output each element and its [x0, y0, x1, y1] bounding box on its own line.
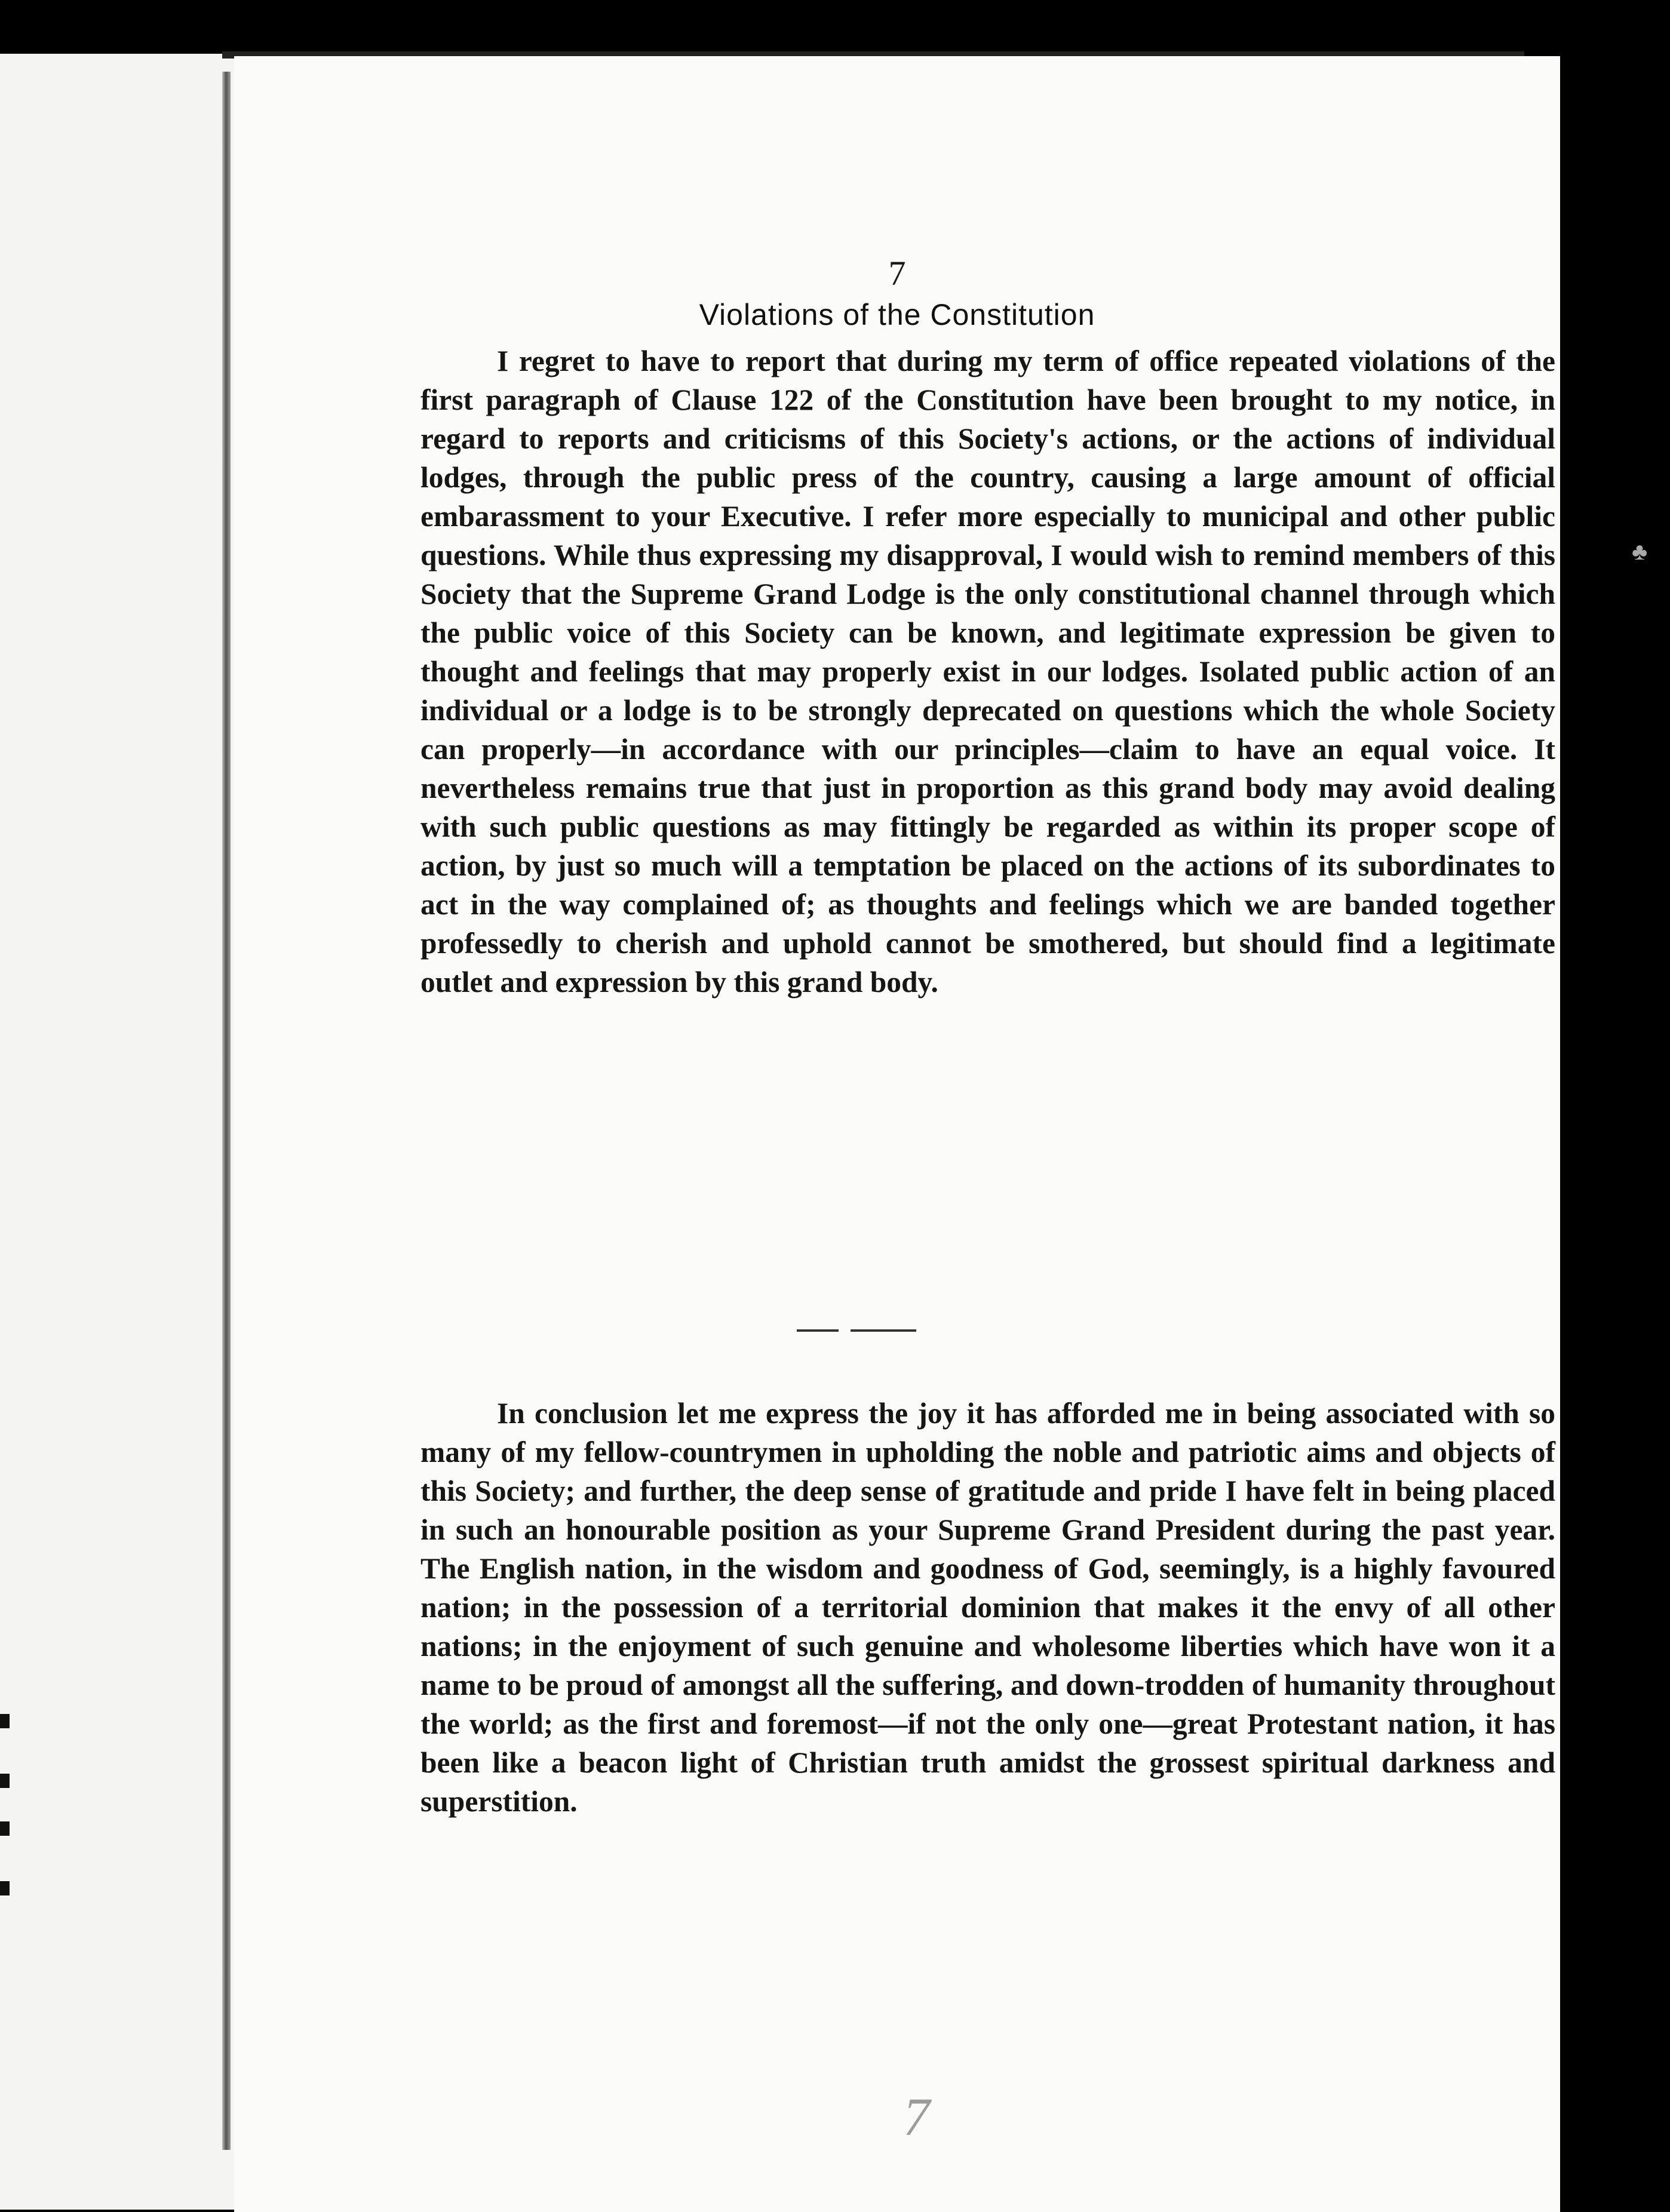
margin-tick [0, 1714, 10, 1728]
stray-scan-mark: ♣ [1632, 538, 1648, 565]
body-text-block [420, 342, 1555, 1001]
page-number: 7 [888, 254, 906, 293]
margin-tick [0, 1821, 10, 1836]
margin-tick [0, 1881, 10, 1895]
handwritten-folio-number: 7 [903, 2088, 930, 2147]
document-page [234, 56, 1560, 2212]
paragraph-violations: I regret to have to report that during my term of office repeated violations of the first paragraph of Clause 122 of the Constitution have been brought to my notice, in regard to reports and criticisms of this Society's actions, or the actions of individual lodges, through the public press of the country, causing a large amount of official embarassment to your Executive. I refer more especially to municipal and other public questions. While thus expressing my disapproval, I would wish to remind members of this Society that the Supreme Grand Lodge is the only constitutional channel through which the public voice of this Society can be known, and legitimate expression be given to thought and feelings that may properly exist in our lodges. Isolated public action of an individual or a lodge is to be strongly deprecated on questions which the whole Society can properly—in accordance with our principles—claim to have an equal voice. It nevertheless remains true that just in proportion as this grand body may avoid dealing with such public questions as may fittingly be regarded as within its proper scope of action, by just so much will a temptation be placed on the actions of its subordinates to act in the way complained of; as thoughts and feelings which we are banded together professedly to cherish and uphold cannot be smothered, but should find a legitimate outlet and expression by this grand body. [420, 345, 1555, 999]
separator-dash [797, 1329, 839, 1332]
scan-border-right [1560, 54, 1670, 2212]
facing-page-strip [0, 54, 234, 2210]
margin-tick [0, 1774, 10, 1788]
binding-edge [222, 72, 231, 2150]
body-text-block [420, 1394, 1555, 1821]
section-heading: Violations of the Constitution [699, 298, 1095, 331]
separator-dash [851, 1329, 916, 1332]
paragraph-conclusion: In conclusion let me express the joy it has afforded me in being associated with so many of my fellow-countrymen in upholding the noble and patriotic aims and objects of this Society; and further, the deep sense of gratitude and pride I have felt in being placed in such an honourable position as your Supreme Grand President during the past year. The English nation, in the wisdom and goodness of God, seemingly, is a highly favoured nation; in the possession of a territorial dominion that makes it the envy of all other nations; in the enjoyment of such genuine and wholesome liberties which have won it a name to be proud of amongst all the suffering, and down-trodden of humanity throughout the world; as the first and foremost—if not the only one—great Protestant nation, it has been like a beacon light of Christian truth amidst the grossest spiritual darkness and superstition. [420, 1397, 1555, 1818]
